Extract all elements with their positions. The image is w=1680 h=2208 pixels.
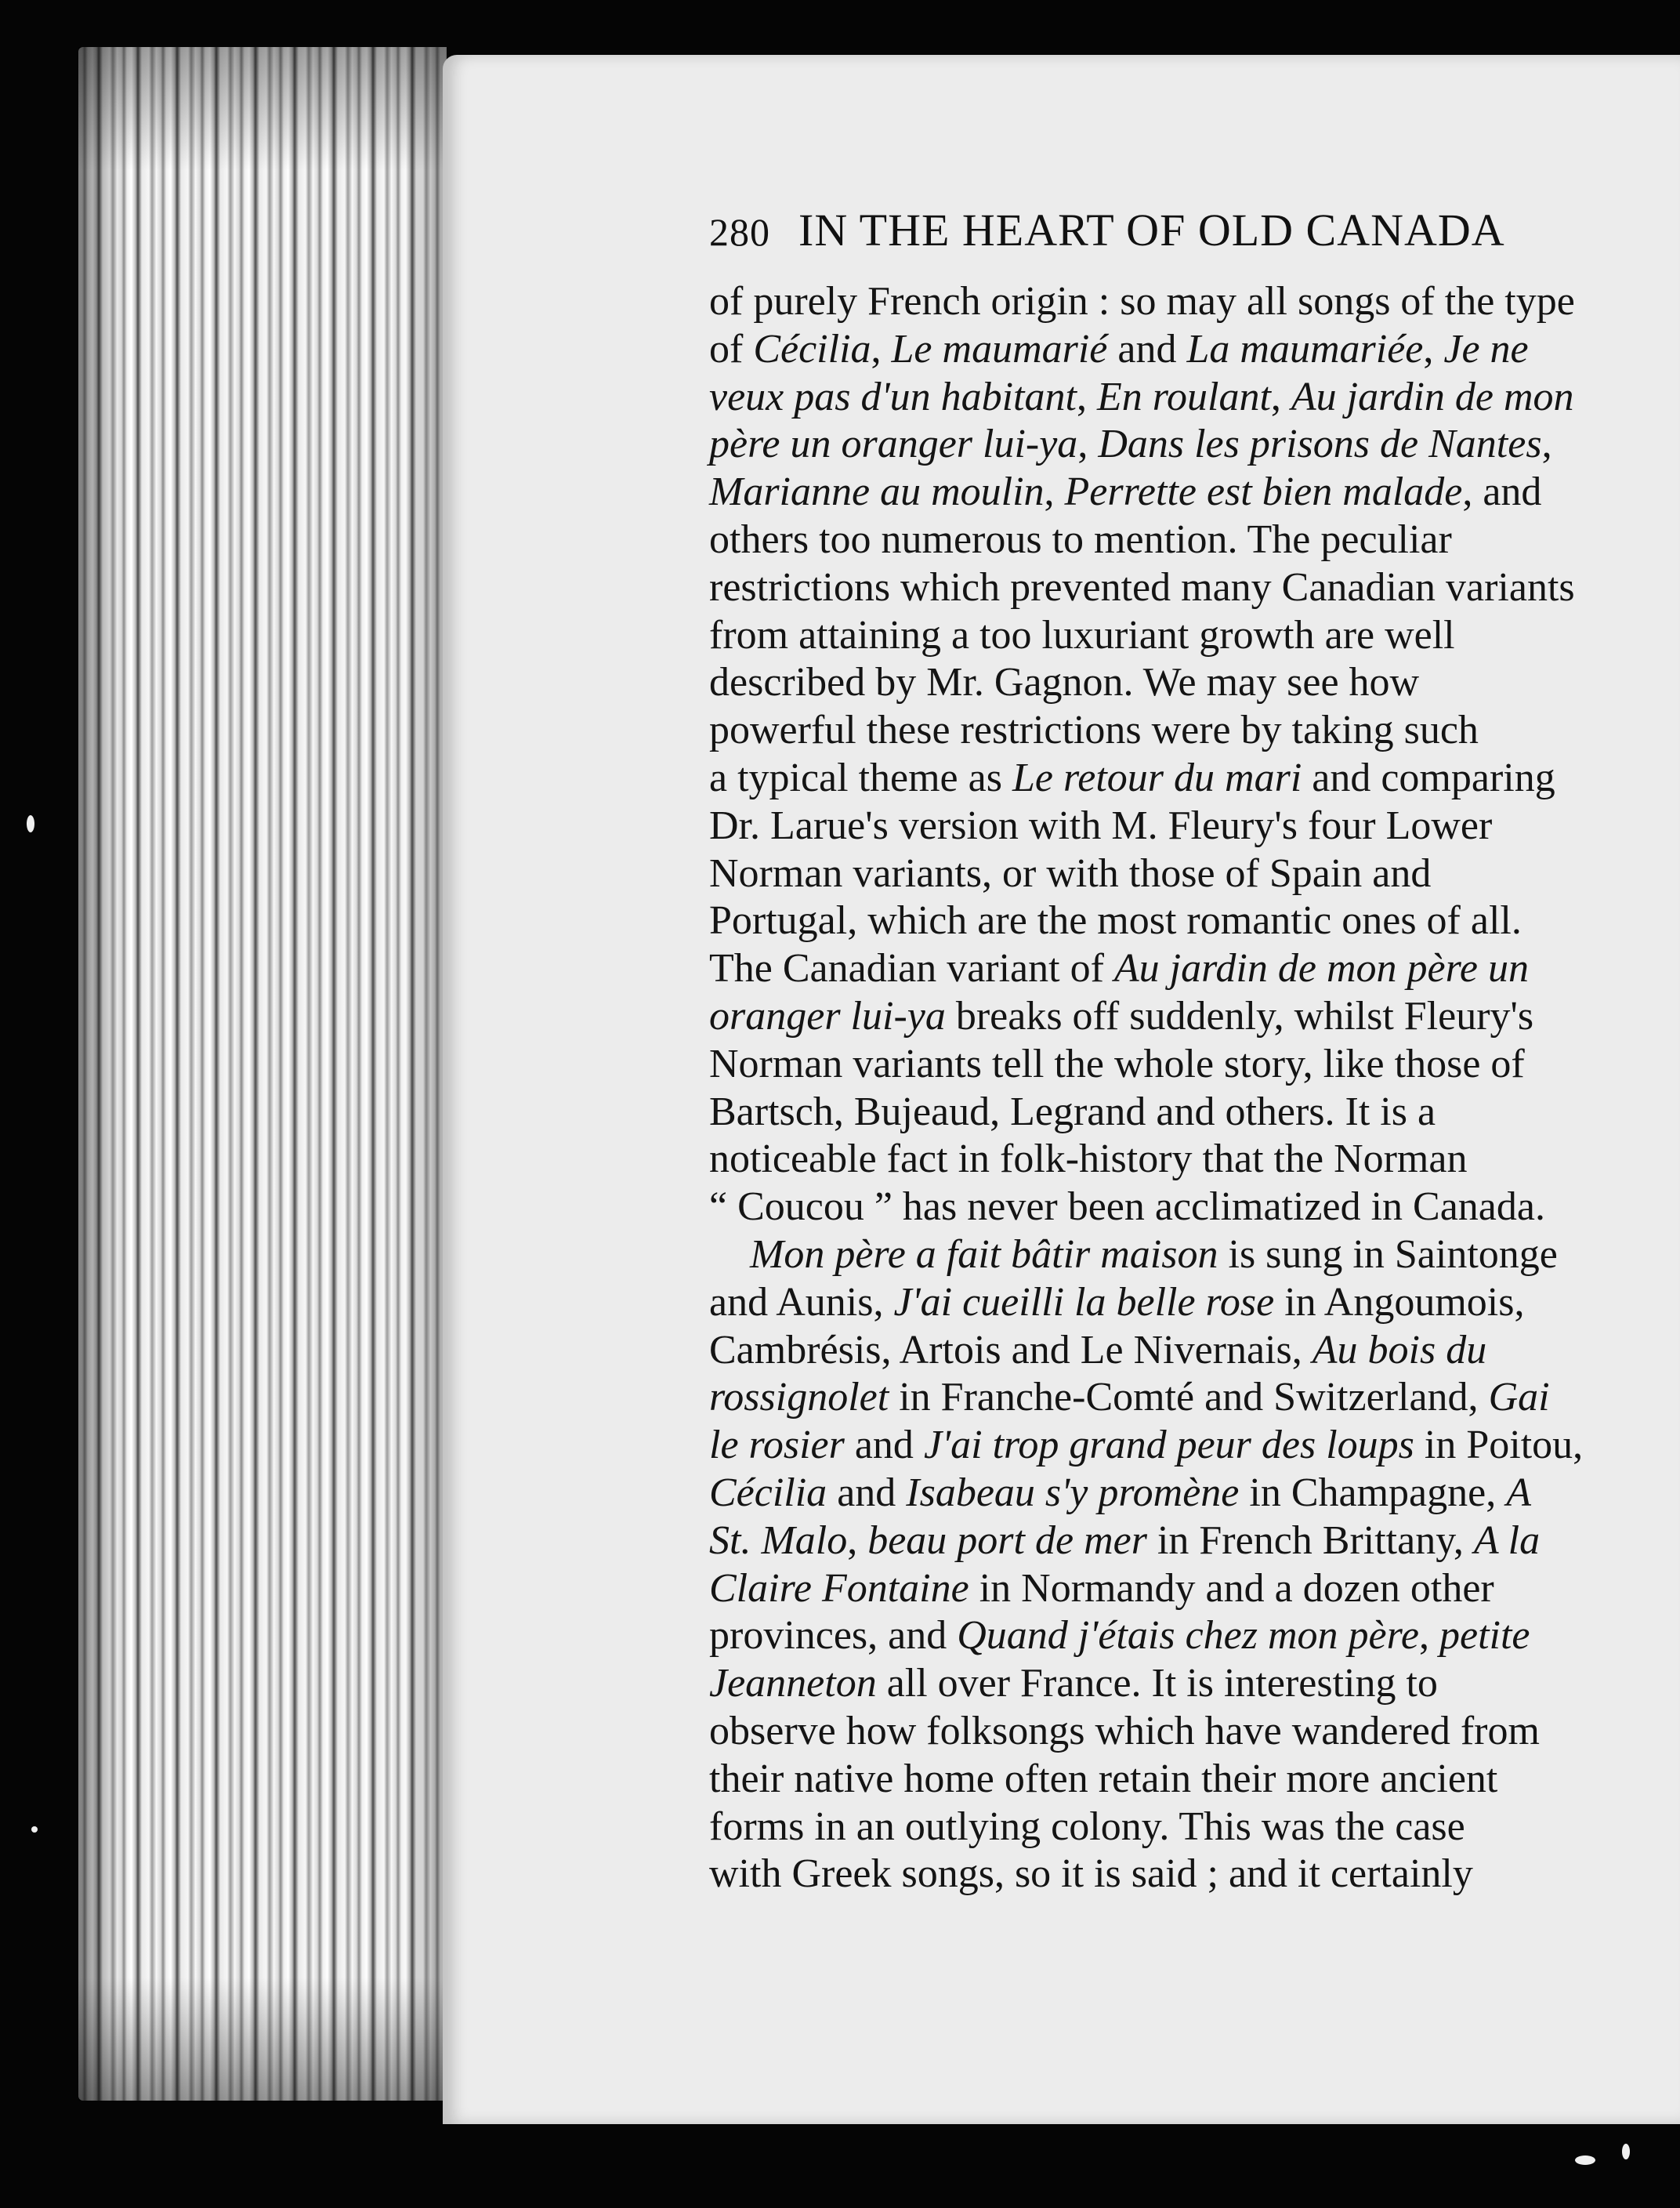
text-line xyxy=(709,945,1680,993)
text-run: their native home often retain their more ancient xyxy=(709,1756,1498,1801)
italic-title: St. Malo xyxy=(709,1517,848,1563)
text-run: in Poitou, xyxy=(1414,1423,1584,1468)
italic-title: oranger lui-ya xyxy=(709,993,946,1039)
text-line xyxy=(709,469,1680,517)
italic-title: J'ai trop grand peur des loups xyxy=(923,1423,1414,1468)
text-line xyxy=(709,707,1680,755)
italic-title: Isabeau s'y promène xyxy=(906,1470,1240,1515)
text-line xyxy=(709,1374,1680,1422)
text-run: a typical theme as xyxy=(709,755,1012,800)
italic-title: Au jardin de mon père un xyxy=(1113,946,1529,992)
text-run: and xyxy=(844,1423,924,1468)
italic-title: beau port de mer xyxy=(867,1517,1147,1563)
italic-title: Dans les prisons de Nantes xyxy=(1098,422,1542,467)
italic-title: Quand j'étais chez mon père xyxy=(957,1613,1419,1659)
italic-title: Mon père a fait bâtir maison xyxy=(750,1231,1218,1277)
text-line xyxy=(709,1184,1680,1231)
text-run: powerful these restrictions were by taking such xyxy=(709,708,1479,753)
text-run: Bartsch, Bujeaud, Legrand and others. It is a xyxy=(709,1089,1436,1134)
text-run: , xyxy=(847,1517,868,1563)
text-run: restrictions which prevented many Canadian variants xyxy=(709,564,1575,610)
text-run: forms in an outlying colony. This was the case xyxy=(709,1804,1465,1849)
text-line xyxy=(709,1517,1680,1565)
text-run: , xyxy=(1044,470,1065,515)
italic-title: Gai xyxy=(1488,1375,1550,1420)
text-line xyxy=(709,612,1680,660)
text-run: others too numerous to mention. The peculiar xyxy=(709,517,1452,562)
italic-title: Au bois du xyxy=(1312,1327,1487,1372)
text-run: and comparing xyxy=(1302,755,1555,800)
italic-title: Jeanneton xyxy=(709,1661,877,1706)
italic-title: Je ne xyxy=(1443,326,1529,372)
text-run: “ Coucou ” has never been acclimatized in Canada. xyxy=(709,1184,1545,1230)
text-line xyxy=(709,1660,1680,1708)
text-line xyxy=(709,374,1680,422)
text-line xyxy=(709,1708,1680,1756)
text-line xyxy=(709,1041,1680,1089)
italic-title: Cécilia xyxy=(709,1470,827,1515)
text-run: , xyxy=(1541,422,1552,467)
text-line xyxy=(709,1231,1680,1279)
italic-title: Marianne au moulin xyxy=(709,470,1045,515)
text-line xyxy=(709,1422,1680,1470)
text-run: provinces, and xyxy=(709,1613,958,1659)
book-page xyxy=(443,55,1680,2124)
italic-title: Claire Fontaine xyxy=(709,1565,969,1611)
text-run: Portugal, which are the most romantic ones of all. xyxy=(709,898,1522,944)
italic-title: A la xyxy=(1473,1517,1541,1563)
text-line xyxy=(709,1565,1680,1613)
text-line xyxy=(709,421,1680,469)
text-run: noticeable fact in folk-history that the Norman xyxy=(709,1137,1468,1182)
text-run: of purely French origin : so may all songs of the type xyxy=(709,279,1575,324)
book-fore-edge xyxy=(78,47,447,2101)
text-run: The Canadian variant of xyxy=(709,946,1114,992)
text-line xyxy=(709,326,1680,374)
text-run: observe how folksongs which have wandered from xyxy=(709,1708,1540,1753)
text-run: Norman variants tell the whole story, like those of xyxy=(709,1041,1525,1086)
text-run: Norman variants, or with those of Spain and xyxy=(709,850,1432,896)
text-line xyxy=(709,1851,1680,1898)
text-line xyxy=(709,897,1680,945)
text-run: Cambrésis, Artois and Le Nivernais, xyxy=(709,1327,1312,1372)
text-run: with Greek songs, so it is said ; and it certainly xyxy=(709,1851,1473,1897)
text-line xyxy=(709,755,1680,803)
text-run: from attaining a too luxuriant growth are well xyxy=(709,612,1455,658)
text-run: is sung in Saintonge xyxy=(1218,1231,1558,1277)
scan-speck xyxy=(1622,2144,1630,2159)
text-run: of xyxy=(709,326,754,372)
text-run: Dr. Larue's version with M. Fleury's four Lower xyxy=(709,803,1493,848)
scan-speck xyxy=(1575,2155,1595,2165)
text-run: and xyxy=(827,1470,907,1515)
text-line xyxy=(709,993,1680,1041)
text-line xyxy=(709,850,1680,898)
italic-title: Au jardin de mon xyxy=(1291,374,1574,419)
text-run: in Franche-Comté and Switzerland, xyxy=(889,1375,1489,1420)
text-line xyxy=(709,517,1680,564)
text-run: all over France. It is interesting to xyxy=(876,1661,1438,1706)
text-line xyxy=(709,1279,1680,1327)
text-run: and Aunis, xyxy=(709,1279,894,1325)
text-line xyxy=(709,1756,1680,1804)
italic-title: Le retour du mari xyxy=(1012,755,1302,800)
text-run: in Angoumois, xyxy=(1274,1279,1525,1325)
text-line xyxy=(709,278,1680,326)
text-line xyxy=(709,1804,1680,1851)
body-text xyxy=(709,278,1680,1898)
italic-title: J'ai cueilli la belle rose xyxy=(893,1279,1275,1325)
italic-title: La maumariée xyxy=(1186,326,1424,372)
text-run: in French Brittany, xyxy=(1146,1517,1474,1563)
scan-speck xyxy=(31,1826,38,1833)
text-line xyxy=(709,564,1680,612)
text-run: in Normandy and a dozen other xyxy=(969,1565,1494,1611)
text-run: and xyxy=(1107,326,1187,372)
italic-title: petite xyxy=(1439,1613,1530,1659)
running-head xyxy=(709,204,1680,256)
italic-title: le rosier xyxy=(709,1423,845,1468)
scan-speck xyxy=(27,815,34,832)
italic-title: Le maumarié xyxy=(891,326,1108,372)
text-line xyxy=(709,1327,1680,1375)
text-run: described by Mr. Gagnon. We may see how xyxy=(709,660,1420,705)
italic-title: veux pas d'un habitant xyxy=(709,374,1077,419)
text-run: breaks off suddenly, whilst Fleury's xyxy=(945,993,1534,1039)
text-line xyxy=(709,1136,1680,1184)
text-run: , xyxy=(1423,326,1444,372)
text-line xyxy=(709,1612,1680,1660)
italic-title: père un oranger lui-ya xyxy=(709,422,1078,467)
italic-title: En roulant xyxy=(1096,374,1271,419)
running-title: IN THE HEART OF OLD CANADA xyxy=(798,205,1505,256)
text-run: , xyxy=(1419,1613,1439,1659)
text-run: in Champagne, xyxy=(1239,1470,1507,1515)
italic-title: Perrette est bien malade xyxy=(1064,470,1463,515)
italic-title: rossignolet xyxy=(709,1375,889,1420)
text-line xyxy=(709,1470,1680,1517)
text-line xyxy=(709,659,1680,707)
text-run: , xyxy=(1076,374,1097,419)
page-number: 280 xyxy=(709,210,770,254)
text-run: , xyxy=(871,326,892,372)
text-run: , xyxy=(1270,374,1291,419)
text-line xyxy=(709,803,1680,850)
text-run: , and xyxy=(1462,470,1542,515)
italic-title: Cécilia xyxy=(753,326,871,372)
italic-title: A xyxy=(1506,1470,1531,1515)
text-line xyxy=(709,1089,1680,1137)
text-run: , xyxy=(1077,422,1099,467)
